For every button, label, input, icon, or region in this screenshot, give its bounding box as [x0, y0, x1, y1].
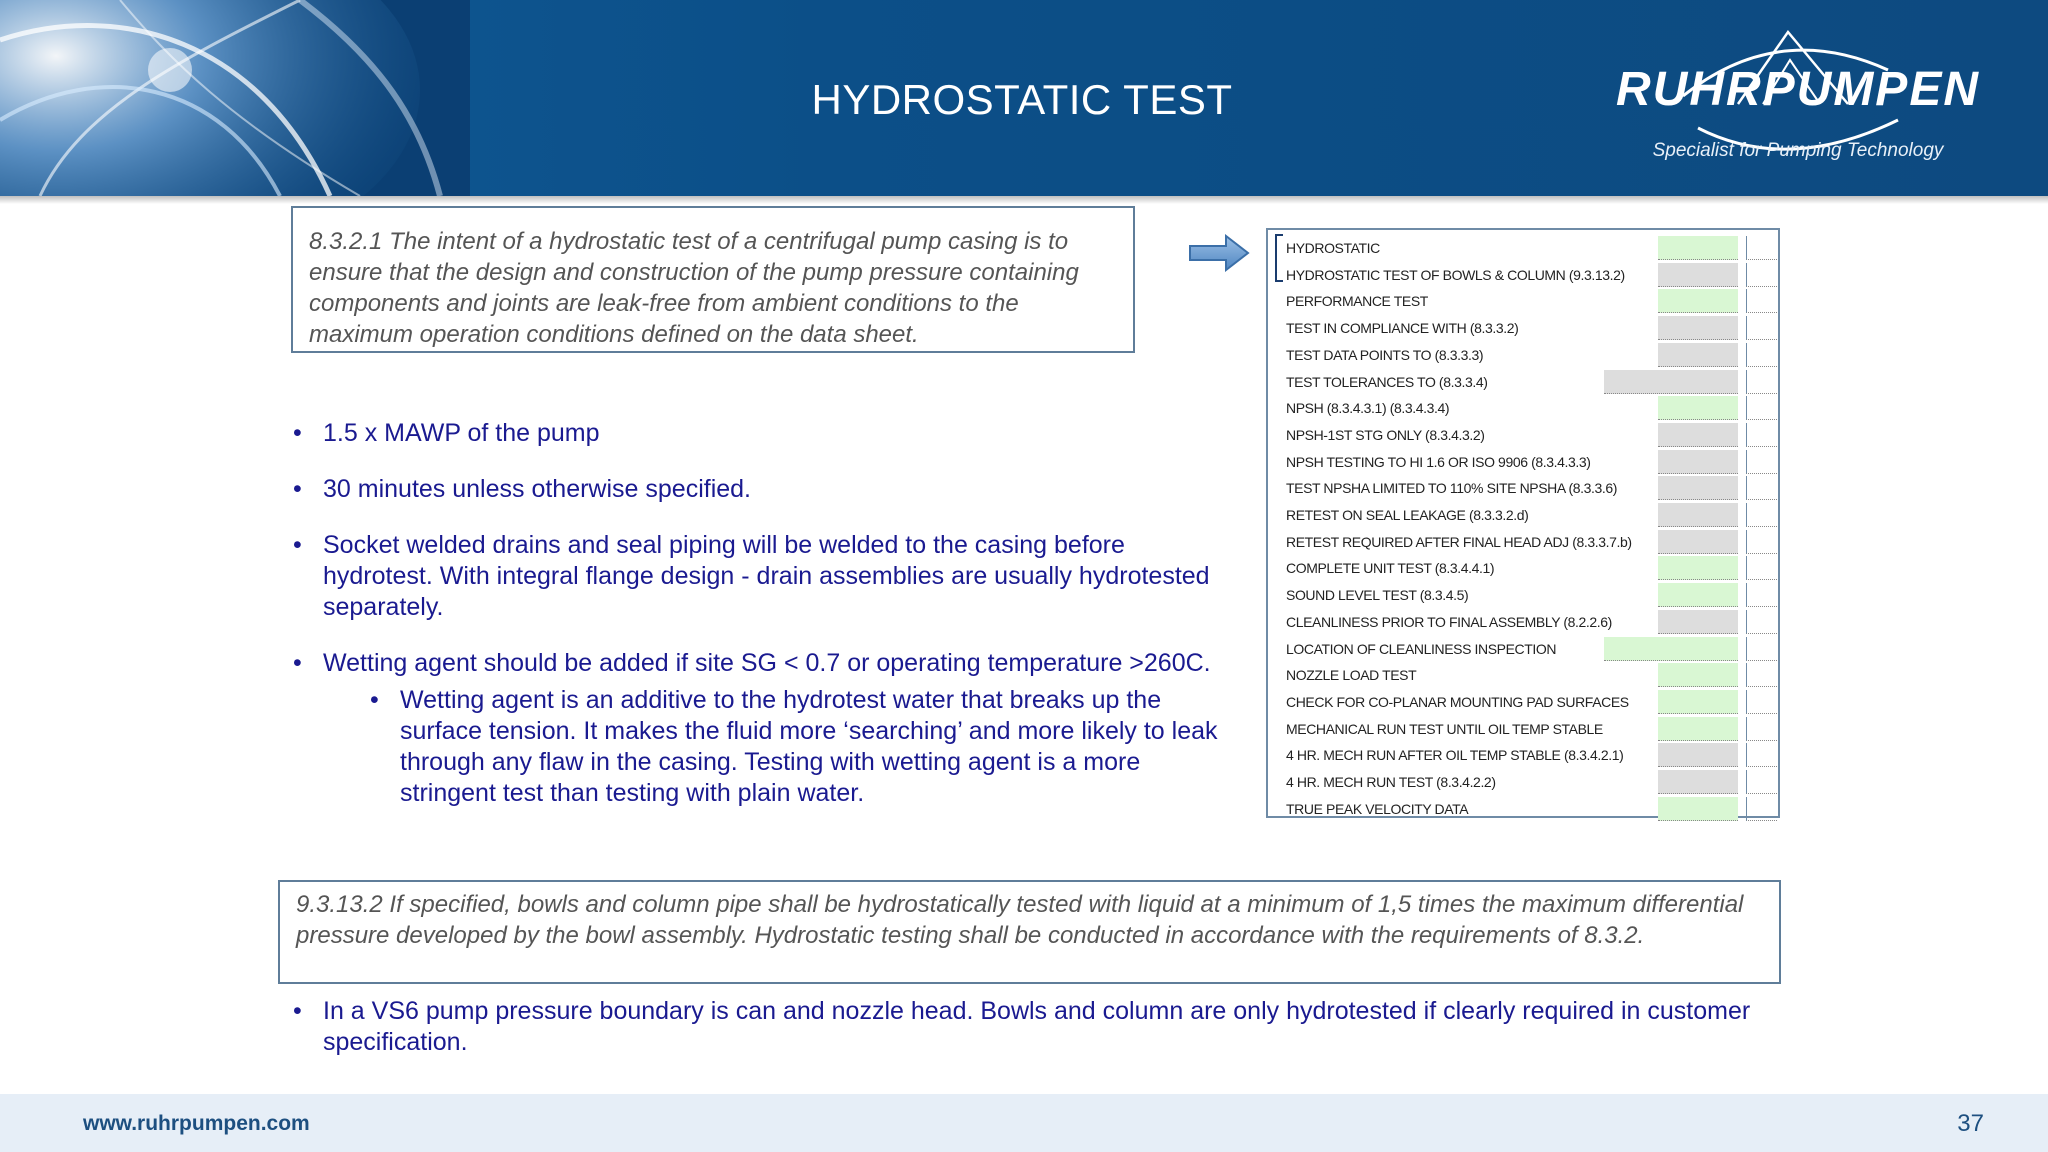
- checklist-value-cell[interactable]: [1658, 450, 1738, 474]
- spec-quote-9-3-13-2: 9.3.13.2 If specified, bowls and column pipe shall be hydrostatically tested with liquid at a minimum of 1,5 times the maximum differential pressure developed by the bowl assembly. Hydrostatic testing shall be conducted in accordance with the requirements of 8.3.2.: [278, 880, 1781, 984]
- checklist-value-cell[interactable]: [1658, 770, 1738, 794]
- checklist-tick-cell[interactable]: [1746, 717, 1777, 741]
- bullet-item: • Wetting agent should be added if site SG < 0.7 or operating temperature >260C.: [290, 648, 1240, 679]
- logo-tagline: Specialist for Pumping Technology: [1652, 140, 1944, 161]
- checklist-value-cell[interactable]: [1658, 610, 1738, 634]
- checklist-tick-cell[interactable]: [1746, 610, 1777, 634]
- checklist-row-label: NOZZLE LOAD TEST: [1286, 667, 1417, 684]
- slide-title: HYDROSTATIC TEST: [811, 76, 1233, 123]
- checklist-tick-cell[interactable]: [1746, 423, 1777, 447]
- bullet-item: • Socket welded drains and seal piping will be welded to the casing before hydrotest. With integral flange design - drain assemblies are usually hydrotested separately.: [290, 530, 1240, 623]
- checklist-row-label: RETEST ON SEAL LEAKAGE (8.3.3.2.d): [1286, 507, 1529, 523]
- checklist-row: [1268, 528, 1778, 555]
- checklist-row-label: TEST TOLERANCES TO (8.3.3.4): [1286, 373, 1488, 390]
- checklist-value-cell[interactable]: [1658, 663, 1738, 687]
- checklist-row-label: NPSH-1ST STG ONLY (8.3.4.3.2): [1286, 426, 1485, 443]
- checklist-row-label: CHECK FOR CO-PLANAR MOUNTING PAD SURFACES: [1286, 693, 1629, 710]
- header-shadow: [0, 196, 2048, 204]
- spec-quote-8-3-2-1: 8.3.2.1 The intent of a hydrostatic test of a centrifugal pump casing is to ensure that the design and construction of the pump pressure containing components and joints are leak-free from ambient conditions to the maximum operation conditions defined on the data sheet.: [291, 206, 1135, 353]
- checklist-row-label: HYDROSTATIC: [1286, 240, 1380, 256]
- checklist-value-cell[interactable]: [1658, 743, 1738, 767]
- checklist-row-label: TRUE PEAK VELOCITY DATA: [1286, 800, 1469, 817]
- checklist-value-cell[interactable]: [1658, 583, 1738, 607]
- checklist-value-cell[interactable]: [1658, 343, 1738, 367]
- checklist-row: [1268, 715, 1778, 742]
- decorative-swirl-image: [0, 0, 470, 196]
- checklist-tick-cell[interactable]: [1746, 530, 1777, 554]
- arrow-right-icon: [1188, 234, 1250, 272]
- checklist-row: [1268, 368, 1778, 395]
- bullet-list: [290, 418, 1240, 834]
- checklist-row: [1268, 608, 1778, 635]
- checklist-tick-cell[interactable]: [1746, 343, 1777, 367]
- checklist-value-cell[interactable]: [1658, 263, 1738, 287]
- checklist-row: [1268, 341, 1778, 368]
- footer-website-link[interactable]: www.ruhrpumpen.com: [83, 1112, 310, 1135]
- checklist-value-cell[interactable]: [1658, 423, 1738, 447]
- checklist-row: [1268, 394, 1778, 421]
- checklist-row: [1268, 554, 1778, 581]
- checklist-row: [1268, 688, 1778, 715]
- checklist-value-cell[interactable]: [1658, 289, 1738, 313]
- checklist-row: [1268, 234, 1778, 261]
- checklist-row-label: TEST DATA POINTS TO (8.3.3.3): [1286, 346, 1484, 363]
- checklist-tick-cell[interactable]: [1746, 743, 1777, 767]
- checklist-tick-cell[interactable]: [1746, 236, 1777, 260]
- checklist-row: [1268, 421, 1778, 448]
- checklist-value-cell[interactable]: [1658, 236, 1738, 260]
- checklist-row: [1268, 635, 1778, 662]
- slide-header: [0, 0, 2048, 196]
- checklist-tick-cell[interactable]: [1746, 370, 1777, 394]
- checklist-tick-cell[interactable]: [1746, 637, 1777, 661]
- checklist-value-cell[interactable]: [1658, 503, 1738, 527]
- checklist-row-label: CLEANLINESS PRIOR TO FINAL ASSEMBLY (8.2.2.6): [1286, 613, 1612, 630]
- checklist-row-label: 4 HR. MECH RUN TEST (8.3.4.2.2): [1286, 774, 1496, 790]
- checklist-tick-cell[interactable]: [1746, 316, 1777, 340]
- checklist-row: [1268, 661, 1778, 688]
- checklist-row-label: MECHANICAL RUN TEST UNTIL OIL TEMP STABLE: [1286, 720, 1603, 737]
- checklist-tick-cell[interactable]: [1746, 797, 1777, 821]
- company-logo: [1588, 24, 2008, 164]
- checklist-value-cell[interactable]: [1658, 316, 1738, 340]
- logo-wordmark: RUHRPUMPEN: [1615, 63, 1980, 116]
- checklist-tick-cell[interactable]: [1746, 770, 1777, 794]
- checklist-value-cell[interactable]: [1604, 370, 1738, 394]
- checklist-row: [1268, 287, 1778, 314]
- checklist-row: [1268, 474, 1778, 501]
- checklist-row: [1268, 581, 1778, 608]
- checklist-row-label: LOCATION OF CLEANLINESS INSPECTION: [1286, 640, 1557, 657]
- checklist-row-label: PERFORMANCE TEST: [1286, 293, 1428, 310]
- checklist-row-label: TEST NPSHA LIMITED TO 110% SITE NPSHA (8.3.3.6): [1286, 480, 1618, 497]
- bullet-item: • In a VS6 pump pressure boundary is can and nozzle head. Bowls and column are only hydrotested if clearly required in customer specification.: [290, 996, 1760, 1058]
- checklist-value-cell[interactable]: [1604, 637, 1738, 661]
- checklist-tick-cell[interactable]: [1746, 450, 1777, 474]
- checklist-tick-cell[interactable]: [1746, 476, 1777, 500]
- checklist-tick-cell[interactable]: [1746, 396, 1777, 420]
- checklist-row-label: COMPLETE UNIT TEST (8.3.4.4.1): [1286, 560, 1495, 577]
- checklist-row: [1268, 768, 1778, 795]
- checklist-row: [1268, 314, 1778, 341]
- checklist-value-cell[interactable]: [1658, 690, 1738, 714]
- slide-footer: [0, 1094, 2048, 1152]
- checklist-row-label: TEST IN COMPLIANCE WITH (8.3.3.2): [1286, 320, 1519, 337]
- checklist-value-cell[interactable]: [1658, 530, 1738, 554]
- sub-bullet-item: • Wetting agent is an additive to the hydrotest water that breaks up the surface tension. It makes the fluid more ‘searching’ and more likely to leak through any flaw in the casing. Testing with wetting agent is a more stringent test than testing with plain water.: [367, 685, 1240, 809]
- page-number: 37: [1957, 1110, 1984, 1137]
- bullet-item: • 30 minutes unless otherwise specified.: [290, 474, 1240, 505]
- checklist-tick-cell[interactable]: [1746, 583, 1777, 607]
- checklist-row-label: SOUND LEVEL TEST (8.3.4.5): [1286, 587, 1469, 604]
- checklist-value-cell[interactable]: [1658, 396, 1738, 420]
- checklist-row-label: NPSH (8.3.4.3.1) (8.3.4.3.4): [1286, 400, 1450, 417]
- checklist-value-cell[interactable]: [1658, 717, 1738, 741]
- checklist-tick-cell[interactable]: [1746, 289, 1777, 313]
- checklist-tick-cell[interactable]: [1746, 663, 1777, 687]
- checklist-tick-cell[interactable]: [1746, 263, 1777, 287]
- checklist-row-label: HYDROSTATIC TEST OF BOWLS & COLUMN (9.3.13.2): [1286, 266, 1625, 283]
- checklist-row-label: 4 HR. MECH RUN AFTER OIL TEMP STABLE (8.3.4.2.1): [1286, 747, 1624, 764]
- test-checklist-table: [1266, 228, 1780, 818]
- checklist-tick-cell[interactable]: [1746, 503, 1777, 527]
- checklist-value-cell[interactable]: [1658, 556, 1738, 580]
- checklist-tick-cell[interactable]: [1746, 690, 1777, 714]
- checklist-row: [1268, 795, 1778, 822]
- checklist-tick-cell[interactable]: [1746, 556, 1777, 580]
- checklist-value-cell[interactable]: [1658, 476, 1738, 500]
- checklist-row-label: NPSH TESTING TO HI 1.6 OR ISO 9906 (8.3.4.3.3): [1286, 453, 1591, 470]
- checklist-row: [1268, 261, 1778, 288]
- checklist-row: [1268, 448, 1778, 475]
- checklist-row-label: RETEST REQUIRED AFTER FINAL HEAD ADJ (8.3.3.7.b): [1286, 533, 1632, 550]
- checklist-row: [1268, 741, 1778, 768]
- bottom-bullet-item: [290, 996, 1760, 1058]
- bullet-item: • 1.5 x MAWP of the pump: [290, 418, 1240, 449]
- checklist-value-cell[interactable]: [1658, 797, 1738, 821]
- checklist-row: [1268, 501, 1778, 528]
